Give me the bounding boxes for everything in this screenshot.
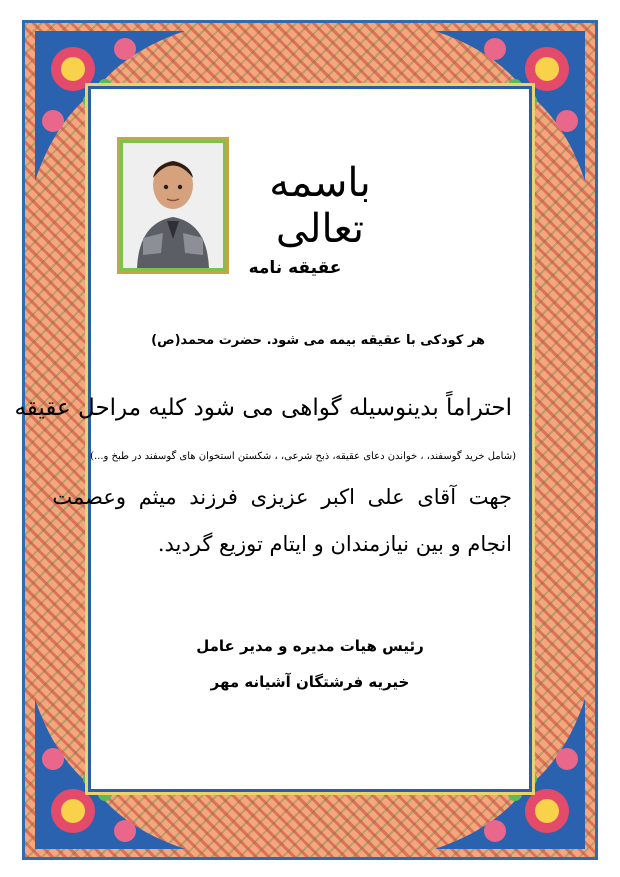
child-portrait-icon xyxy=(123,143,223,268)
heading-basmala: باسمه تعالی xyxy=(269,160,371,252)
signature-organization: خیریه فرشتگان آشیانه مهر xyxy=(210,673,410,691)
hadith-quote: هر کودکی با عقیقه بیمه می شود. حضرت محمد(ص) xyxy=(151,333,485,348)
signature-title: رئیس هیات مدیره و مدیر عامل xyxy=(196,637,424,655)
certificate-body-line-2: جهت آقای علی اکبر عزیزی فرزند میثم وعصمت xyxy=(52,485,512,509)
certificate-body-line-3: انجام و بین نیازمندان و ایتام توزیع گردید. xyxy=(157,532,512,556)
certificate-title: عقیقه نامه xyxy=(248,258,342,278)
child-photo xyxy=(117,137,229,274)
certificate-details: (شامل خرید گوسفند، ، خواندن دعای عقیقه، ذبح شرعی، ، شکستن استخوان های گوسفند در طبخ و...) xyxy=(90,451,516,462)
certificate-body-line-1: احتراماً بدینوسیله گواهی می شود کلیه مراحل عقیقه xyxy=(14,395,512,421)
